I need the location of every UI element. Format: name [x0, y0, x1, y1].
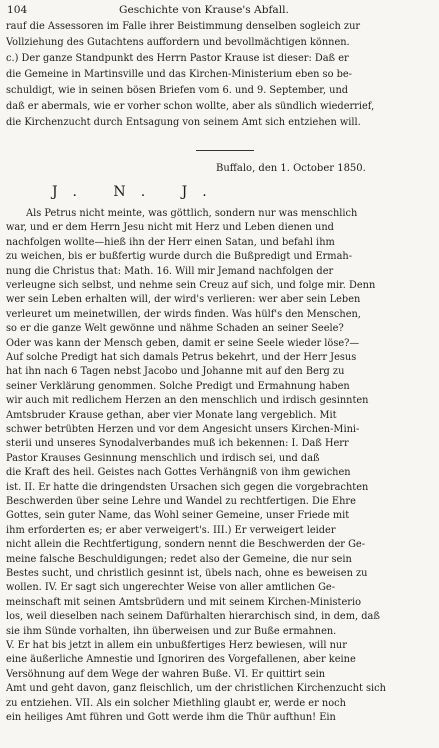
- text-line: so er die ganze Welt gewönne und nähme Schaden an seiner Seele?: [6, 323, 344, 335]
- text-line: V. Er hat bis jetzt in allem ein unbußfertiges Herz bewiesen, will nur: [6, 640, 347, 651]
- text-line: rauf die Assessoren im Falle ihrer Beistimmung denselben sogleich zur: [6, 21, 361, 32]
- text-line: wir auch mit redlichem Herzen an den menschlich und irdisch gesinnten: [6, 395, 369, 407]
- text-line: sterii und unseres Synodalverbandes muß ich bekennen: I. Daß Herr: [6, 438, 349, 450]
- text-line: Amt und geht davon, ganz fleischlich, um der christlichen Kirchenzucht sich: [6, 683, 386, 695]
- text-line: die Kirchenzucht durch Entsagung von seinem Amt sich entziehen will.: [6, 117, 361, 128]
- text-line: nung die Christus that: Math. 16. Will mir Jemand nachfolgen der: [6, 265, 334, 277]
- text-line: Versöhnung auf dem Wege der wahren Buße. VI. Er quittirt sein: [6, 668, 326, 680]
- text-line: seiner Verklärung genommen. Solche Predigt und Ermahnung haben: [6, 380, 350, 392]
- text-line: wer sein Leben erhalten will, der wird's verlieren: wer aber sein Leben: [6, 294, 361, 306]
- text-line: meine falsche Beschuldigungen; redet also der Gemeine, die nur sein: [6, 553, 352, 565]
- text-line: nicht allein die Rechtfertigung, sondern nennt die Beschwerden der Ge-: [6, 539, 366, 551]
- running-head: [7, 4, 433, 20]
- text-line: sie ihm Sünde vorhalten, ihn überweisen und zur Buße ermahnen.: [6, 625, 337, 637]
- text-line: ist. II. Er hatte die dringendsten Ursachen sich gegen die vorgebrachten: [6, 481, 369, 493]
- text-line: ein heiliges Amt führen und Gott werde ihm die Thür aufthun! Ein: [6, 712, 336, 723]
- text-line: schwer betrübten Herzen und vor dem Angesicht unsers Kirchen-Mini-: [6, 424, 360, 435]
- text-line: Auf solche Predigt hat sich damals Petrus bekehrt, und der Herr Jesus: [6, 352, 357, 363]
- text-line: Gottes, sein guter Name, das Wohl seiner Gemeine, unser Friede mit: [6, 510, 350, 522]
- text-line: verleugne sich selbst, und nehme sein Creuz auf sich, und folge mir. Denn: [6, 280, 376, 291]
- dateline: Buffalo, den 1. October 1850.: [216, 163, 366, 174]
- text-line: verleuret um meinetwillen, der wirds finden. Was hülf's den Menschen,: [6, 308, 361, 320]
- text-line: zu weichen, bis er bußfertig wurde durch die Bußpredigt und Ermah-: [6, 251, 353, 263]
- text-line: nachfolgen wollte—hieß ihn der Herr einen Satan, und befahl ihm: [6, 236, 335, 248]
- text-line: los, weil dieselben nach seinem Dafürhalten hierarchisch sind, in dem, daß: [6, 611, 380, 623]
- text-line: Vollziehung des Gutachtens auffordern und bevollmächtigen können.: [6, 37, 350, 48]
- running-title: Geschichte von Krause's Abfall.: [119, 4, 289, 16]
- text-line: Pastor Krauses Gesinnung menschlich und irdisch sei, und daß: [6, 452, 320, 464]
- text-line: c.) Der ganze Standpunkt des Herrn Pastor Krause ist dieser: Daß er: [6, 53, 349, 64]
- text-line: schuldigt, wie in seinen bösen Briefen vom 6. und 9. September, und: [6, 85, 349, 96]
- text-line: Amtsbruder Krause gethan, aber vier Monate lang vergeblich. Mit: [6, 409, 337, 421]
- text-line: zu entziehen. VII. Als ein solcher Miethling glaubt er, werde er noch: [6, 697, 346, 709]
- text-line: die Kraft des heil. Geistes nach Gottes Verhängniß von ihm gewichen: [6, 467, 351, 479]
- page-number: 104: [7, 4, 28, 16]
- text-line: Oder was kann der Mensch geben, damit er seine Seele wieder löse?—: [6, 337, 360, 349]
- text-line: Als Petrus nicht meinte, was göttlich, sondern nur was menschlich: [26, 208, 358, 219]
- text-line: Bestes sucht, und christlich gesinnt ist, übels nach, ohne es beweisen zu: [6, 568, 368, 579]
- text-line: eine äußerliche Amnestie und Ignoriren des Vorgefallenen, aber keine: [6, 654, 356, 666]
- text-line: ihm erforderten es; er aber verweigert's. III.) Er verweigert leider: [6, 524, 336, 536]
- text-line: daß er abermals, wie er vorher schon wollte, aber als sündlich wiederrief,: [6, 101, 375, 112]
- salutation: J. N. J.: [52, 184, 223, 200]
- text-line: hat ihn nach 6 Tagen nebst Jacobo und Johanne mit auf den Berg zu: [6, 366, 345, 378]
- text-line: Beschwerden über seine Lehre und Wandel zu rechtfertigen. Die Ehre: [6, 496, 356, 507]
- text-line: war, und er dem Herrn Jesu nicht mit Herz und Leben dienen und: [6, 222, 334, 234]
- section-divider: [196, 150, 254, 151]
- text-line: wollen. IV. Er sagt sich ungerechter Weise von aller amtlichen Ge-: [6, 582, 336, 594]
- text-line: meinschaft mit seinen Amtsbrüdern und mit seinem Kirchen-Ministerio: [6, 596, 361, 608]
- text-line: die Gemeine in Martinsville und das Kirchen-Ministerium eben so be-: [6, 69, 352, 80]
